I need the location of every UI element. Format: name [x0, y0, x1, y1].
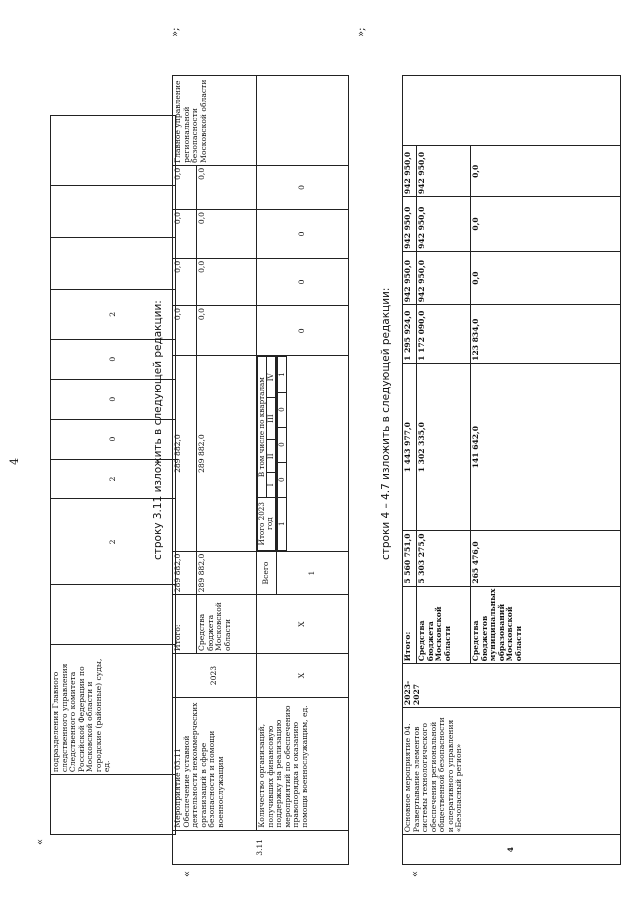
event-name: Мероприятие 03.11 Обеспечение уставной деятельности некоммерческих организаций в сфере безопасности и помощи военнослужащим: [173, 698, 257, 830]
event-year: 2023: [173, 653, 257, 697]
quarters-label: В том числе по кварталам: [258, 357, 267, 497]
q3-value: 0: [278, 392, 287, 427]
close-quote: »;: [170, 27, 181, 37]
close-quote: »;: [356, 27, 367, 37]
value-total: 2: [51, 499, 176, 585]
empty-cell: [51, 585, 176, 645]
zero-4: 0,0: [173, 165, 197, 209]
open-quote: «: [410, 870, 421, 877]
quarter-values: [277, 356, 349, 551]
later-4: 0: [257, 165, 349, 209]
value-2023: 2: [51, 459, 176, 499]
value-q3: 0: [51, 339, 176, 379]
r2-2026: 942 950,0: [417, 197, 471, 252]
table-row-4: [402, 75, 621, 865]
r3-2026: 0,0: [471, 197, 621, 252]
finance-source: Средства бюджета Московской области: [417, 586, 471, 664]
r1-2025: 942 950,0: [403, 251, 417, 304]
later-3: 0: [257, 210, 349, 259]
r3-2024: 123 834,0: [471, 305, 621, 364]
empty-cell: [257, 76, 349, 166]
later-2: 0: [257, 258, 349, 305]
r3-2023: 141 642,0: [471, 363, 621, 531]
r3-total: 265 476,0: [471, 531, 621, 586]
empty-cell: [51, 237, 176, 289]
finance-source: Средства бюджета Московской области: [197, 595, 257, 654]
value-q4: 2: [51, 289, 176, 339]
x-mark: Х: [257, 595, 349, 654]
heading-row-3-11: строку 3.11 изложить в следующей редакции:: [152, 300, 164, 560]
zero-7: 0,0: [197, 210, 257, 259]
r2-2023: 1 302 335,0: [417, 363, 471, 531]
period: 2023-2027: [403, 664, 621, 708]
source-2023: 289 882,0: [197, 356, 257, 551]
value-q1: 0: [51, 419, 176, 459]
event-name: Основное мероприятие 04. Развертывание элементов системы технологического обеспечения региональной общественной безопасности и оперативного управления «Безопасный регион»: [403, 708, 621, 835]
row-number: 4: [403, 835, 621, 865]
row-number-cell: [51, 775, 176, 835]
finance-label: Итого:: [403, 586, 417, 664]
table-row-3-11: [172, 75, 349, 865]
later-1: 0: [257, 306, 349, 356]
finance-source-municipal: Средства бюджетов муниципальных образований Московской области: [471, 586, 621, 664]
r2-2025: 942 950,0: [417, 251, 471, 304]
q4-value: 1: [278, 357, 287, 392]
itogo-2023: 289 882,0: [173, 356, 197, 551]
empty-cell: [51, 186, 176, 238]
empty-cell: [51, 116, 176, 186]
r2-2027: 942 950,0: [417, 146, 471, 197]
r1-2027: 942 950,0: [403, 146, 417, 197]
r2-total: 5 303 275,0: [417, 531, 471, 586]
total-itogo: 289 882,0: [173, 551, 197, 595]
x-mark: Х: [257, 653, 349, 697]
quarter-1: I: [267, 473, 276, 497]
vsego-value: 1: [277, 551, 349, 595]
heading-rows-4-4-7: строки 4 – 4.7 изложить в следующей редакции:: [380, 287, 392, 560]
value-q2: 0: [51, 379, 176, 419]
responsible: Главное управление региональной безопасности Московской области: [173, 76, 257, 166]
zero-8: 0,0: [197, 165, 257, 209]
r1-2026: 942 950,0: [403, 197, 417, 252]
total-source: 289 882,0: [197, 551, 257, 595]
quarter-2: II: [267, 440, 276, 473]
open-quote: «: [182, 870, 193, 877]
zero-2: 0,0: [173, 258, 197, 305]
r3-2027: 0,0: [471, 146, 621, 197]
row-number: 3.11: [173, 830, 349, 864]
open-quote: «: [35, 838, 46, 845]
r3-2025: 0,0: [471, 251, 621, 304]
zero-1: 0,0: [173, 306, 197, 356]
r2-2024: 1 172 090,0: [417, 305, 471, 364]
itogo-2023-value: 1: [278, 497, 287, 550]
r1-2024: 1 295 924,0: [403, 305, 417, 364]
zero-5: 0,0: [197, 306, 257, 356]
zero-6: 0,0: [197, 258, 257, 305]
r1-2023: 1 443 977,0: [403, 363, 417, 531]
r1-total: 5 560 751,0: [403, 531, 417, 586]
q1-value: 0: [278, 462, 287, 497]
finance-label: Итого:: [173, 595, 197, 654]
quarters-header: [257, 356, 277, 551]
empty-cell: [403, 76, 621, 146]
page-number: 4: [8, 458, 21, 465]
quarter-4: IV: [267, 357, 276, 398]
vsego-label: Всего: [257, 551, 277, 595]
zero-3: 0,0: [173, 210, 197, 259]
quarter-3: III: [267, 398, 276, 440]
result-responsible-cell: подразделения Главного следственного управления Следственного комитета Российской Федерации по Московской области и городские (районные) суды, ед.: [51, 645, 176, 775]
q2-value: 0: [278, 427, 287, 462]
result-name: Количество организаций, получивших финансовую поддержку на реализацию мероприятий по обеспечению правопорядка и оказанию помощи военнослужащим, ед.: [257, 698, 349, 830]
itogo-2023-label: Итого 2023 год: [258, 497, 276, 550]
